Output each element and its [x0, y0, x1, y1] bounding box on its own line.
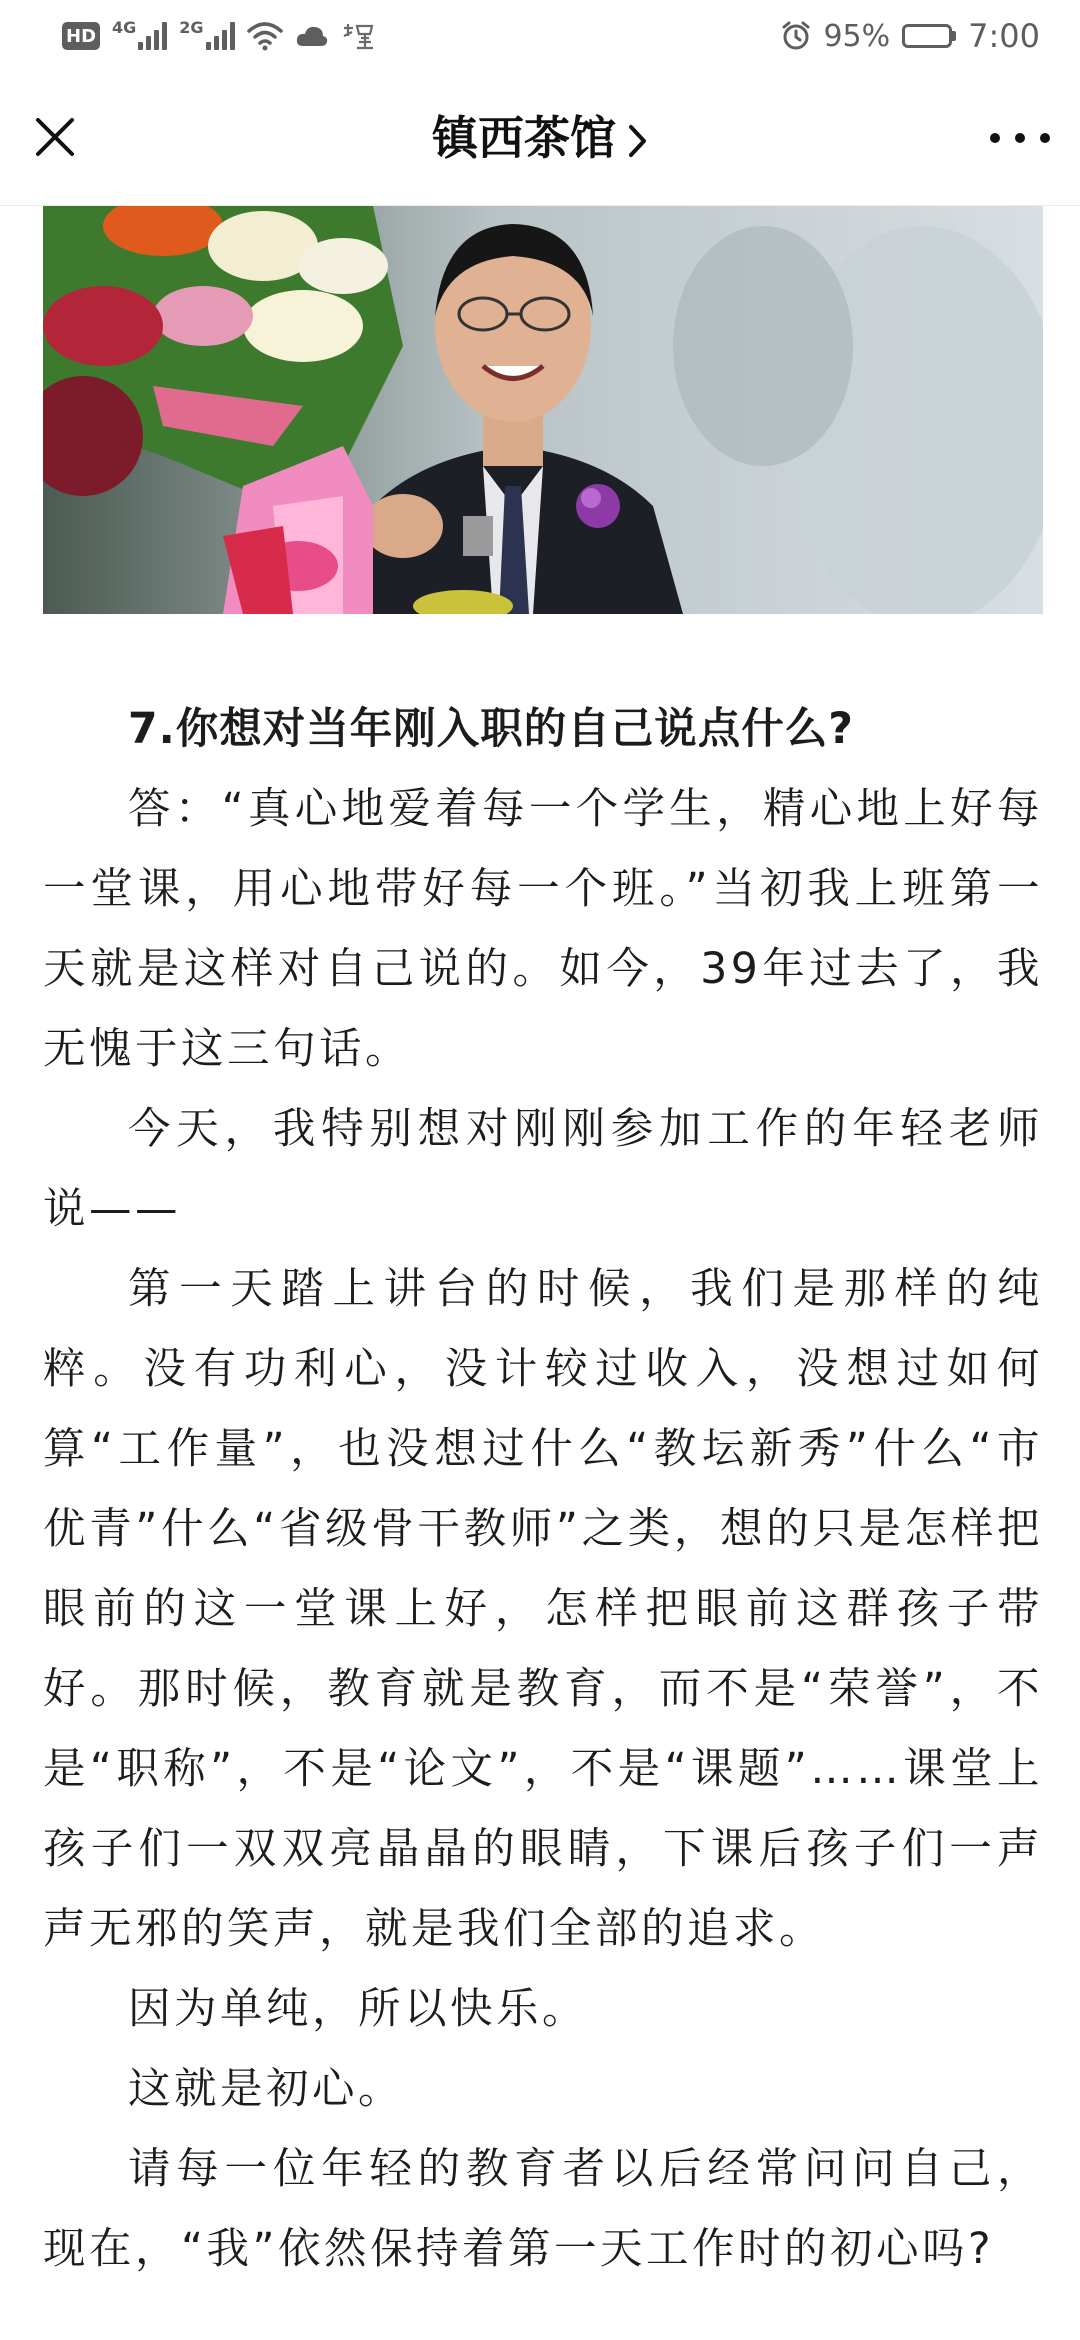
- status-left: [62, 18, 375, 51]
- battery-percent: 95%: [823, 18, 891, 54]
- status-bar: [0, 0, 1080, 72]
- nav-bar: [0, 72, 1080, 206]
- page-title: 镇西茶馆: [432, 111, 616, 165]
- article-paragraph: 这就是初心。: [128, 2065, 405, 2114]
- article-body: [43, 690, 1043, 2290]
- hd-icon: HD: [62, 22, 100, 50]
- network-type-1: 4G: [112, 18, 137, 37]
- article-paragraph: 答：“真心地爱着每一个学生，精心地上好每一堂课，用心地带好每一个班。”当初我上班第一天就是这样对自己说的。如今，39年过去了，我无愧于这三句话。: [43, 785, 1043, 1074]
- clock-time: 7:00: [968, 17, 1040, 55]
- signal-4g-icon: [112, 18, 167, 50]
- more-horizontal-icon: [990, 133, 1000, 143]
- article-paragraph: 今天，我特别想对刚刚参加工作的年轻老师说——: [43, 1105, 1043, 1234]
- cloud-icon: [295, 24, 329, 48]
- battery-icon: [902, 24, 956, 48]
- more-horizontal-icon: [1040, 133, 1050, 143]
- signal-2g-icon: [179, 18, 234, 50]
- chevron-right-icon: [628, 110, 648, 174]
- article-paragraph: 因为单纯，所以快乐。: [128, 1985, 589, 2034]
- more-button[interactable]: [990, 114, 1050, 162]
- article-photo: [43, 206, 1043, 614]
- account-title-link[interactable]: [0, 106, 1080, 170]
- more-horizontal-icon: [1015, 133, 1025, 143]
- article-heading: 7.你想对当年刚入职的自己说点什么?: [128, 705, 854, 754]
- status-right: [781, 17, 1040, 55]
- network-type-2: 2G: [179, 18, 204, 37]
- article-paragraph: 第一天踏上讲台的时候，我们是那样的纯粹。没有功利心，没计较过收入，没想过如何算“工作量”，也没想过什么“教坛新秀”什么“市优青”什么“省级骨干教师”之类，想的只是怎样把眼前的这一堂课上好，怎样把眼前这群孩子带好。那时候，教育就是教育，而不是“荣誉”，不是“职称”，不是“论文”，不是“课题”……课堂上孩子们一双双亮晶晶的眼睛，下课后孩子们一声声无邪的笑声，就是我们全部的追求。: [43, 1265, 1043, 1954]
- wifi-icon: [247, 21, 283, 51]
- notification-app-icon: [341, 22, 375, 50]
- alarm-icon: [781, 21, 811, 51]
- article-paragraph: 请每一位年轻的教育者以后经常问问自己，现在，“我”依然保持着第一天工作时的初心吗?: [43, 2145, 1043, 2274]
